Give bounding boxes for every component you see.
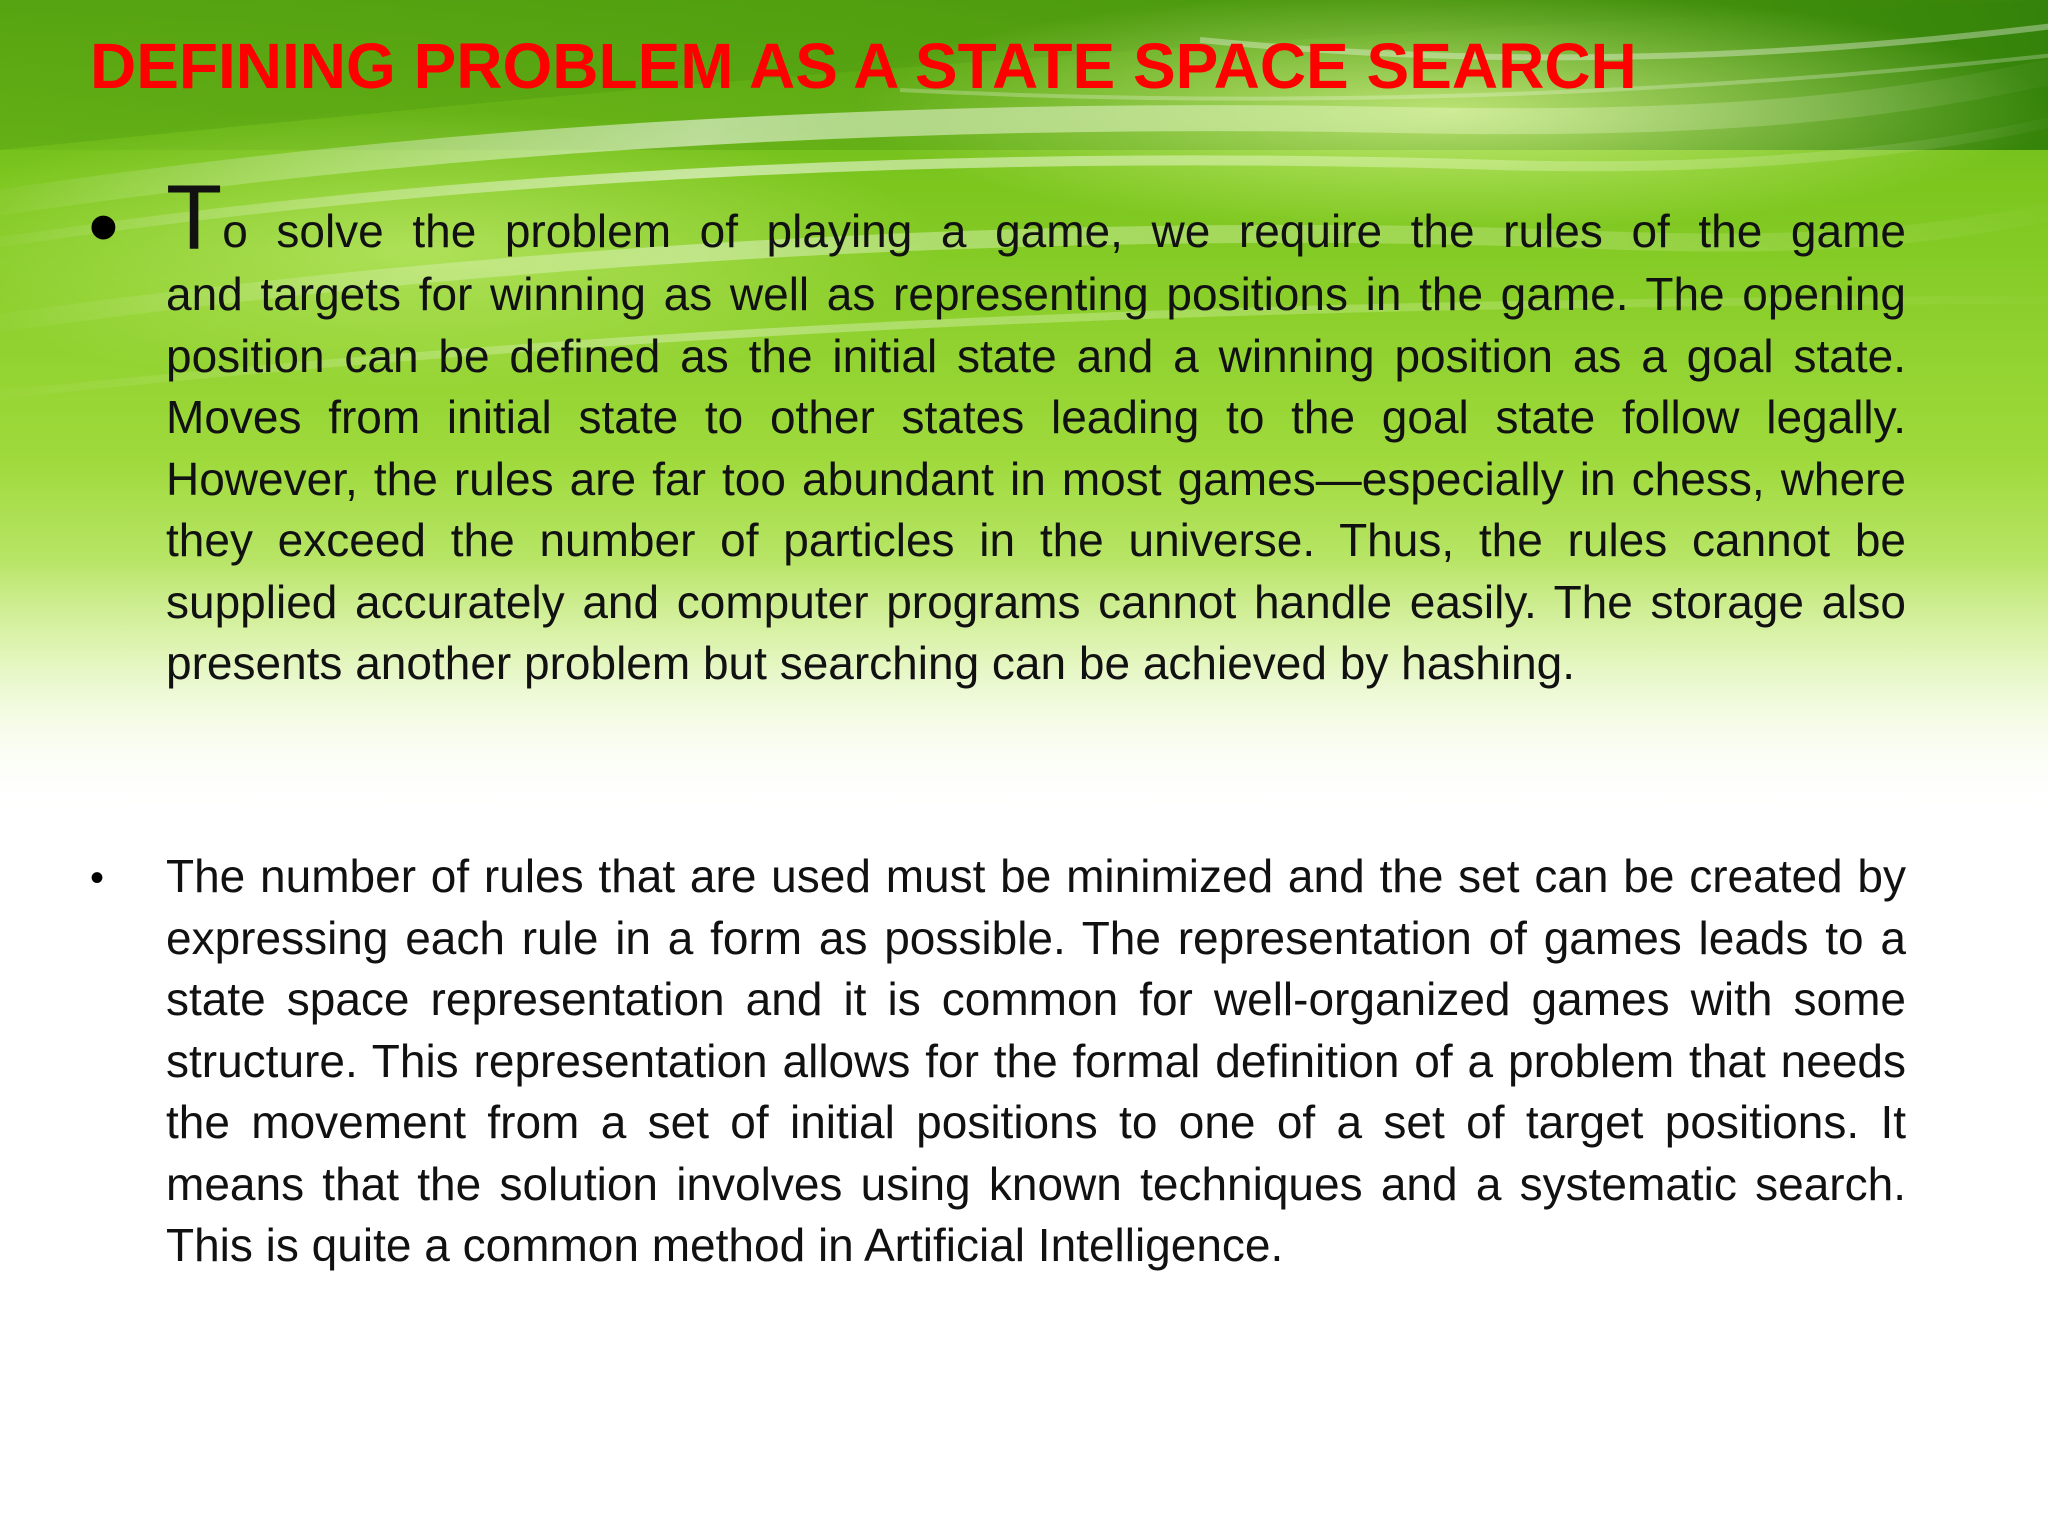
- bullet-marker: •: [90, 856, 105, 900]
- bullet-text: and targets for winning as well as representing positions in the game. The opening position can be defined as the initial state and a winning position as a goal state. Moves from initial state to other states leading to the goal state follow legally. However, the rules are far too abundant in most games—especially in chess, where they exceed the number of particles in the universe. Thus, the rules cannot be supplied accurately and computer programs cannot handle easily. The storage also presents another problem but searching can be achieved by hashing.: [166, 268, 1906, 689]
- bullet-paragraph-1: [166, 167, 1906, 695]
- drop-cap: T: [166, 167, 223, 269]
- bullet-marker: •: [88, 177, 119, 276]
- bullet-first-line: [166, 167, 1906, 269]
- bullet-paragraph-2: [166, 846, 1906, 1277]
- slide-title: DEFINING PROBLEM AS A STATE SPACE SEARCH: [90, 30, 1637, 102]
- first-line-text: o solve the problem of playing a game, we require the rules of the game: [222, 205, 1906, 257]
- bullet-text: The number of rules that are used must be minimized and the set can be created by expressing each rule in a form as possible. The representation of games leads to a state space representation and it is common for well-organized games with some structure. This representation allows for the formal definition of a problem that needs the movement from a set of initial positions to one of a set of target positions. It means that the solution involves using known techniques and a systematic search. This is quite a common method in Artificial Intelligence.: [166, 850, 1906, 1271]
